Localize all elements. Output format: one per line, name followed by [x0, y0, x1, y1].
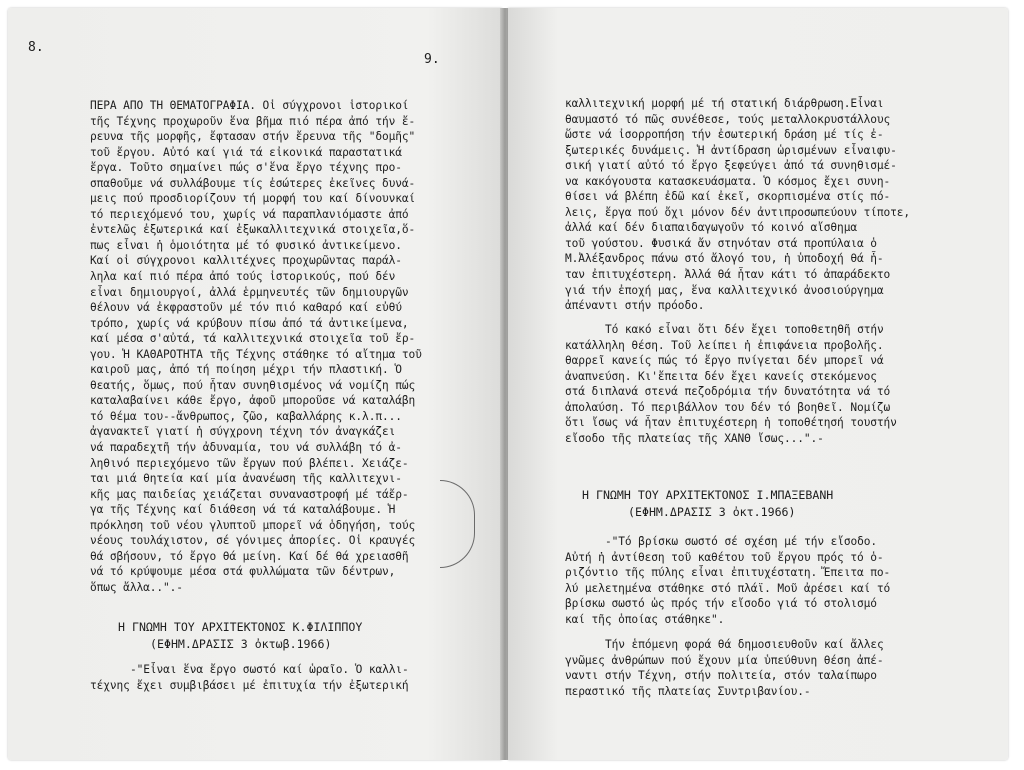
text-line: Καί οἱ σύγχρονοι καλλιτέχνες προχωρῶντας παράλ-: [90, 254, 402, 268]
text-line: ἀπέναντι στήν πρόοδο.: [565, 299, 705, 313]
text-line: θαρρεῖ κανείς πώς τό ἔργο πνίγεται δέν μπορεῖ νά: [565, 354, 884, 368]
text-line: -"Τό βρίσκω σωστό σέ σχέση μέ τήν εἴσοδο.: [605, 535, 878, 548]
text-line: καλλιτεχνική μορφή μέ τή στατική διάρθρωση.Εἶναι: [565, 97, 884, 110]
text-line: νά τό κρύψουμε μέσα στά φυλλώματα τῶν δέντρων,: [90, 565, 396, 579]
text-line: κατάλληλη θέση. Τοῦ λείπει ἡ ἐπιφάνεια προβολῆς.: [565, 338, 884, 352]
text-line: Αὐτή ἡ ἀντίθεση τοῦ καθέτου τοῦ ἔργου πρός τό ὁ-: [565, 550, 884, 564]
text-line: σπαθοῦμε νά συλλάβουμε τίς ἐσώτερες ἐκεῖνες δυνά-: [90, 176, 416, 190]
text-line: θίσει νά βλέπη ἐδῶ καί ἐκεῖ, σκορπισμένα στίς πό-: [565, 190, 891, 204]
right-body-text-1: [565, 96, 910, 314]
text-line: ἐντελῶς ἐξωτερικά καί ἐξωκαλλιτεχνικά στοιχεῖα,ὅ-: [90, 223, 416, 237]
text-line: ἀπολαύση. Τό περιβάλλον του δέν τό βοηθεῖ. Νομίζω: [565, 400, 891, 414]
text-line: να κακόγουστα κατασκευάσματα. Ὁ κόσμος ἔχει συνη-: [565, 174, 891, 188]
text-line: ὅτι ἴσως νά ἦταν ἐπιτυχέστερη ἡ τοποθέτησή τουστήν: [565, 416, 897, 430]
text-line: ΠΕΡΑ ΑΠΟ ΤΗ ΘΕΜΑΤΟΓΡΑΦΙΑ. Οἱ σύγχρονοι ἱστορικοί: [90, 99, 409, 112]
right-heading-source: (ΕΦΗΜ.ΔΡΑΣΙΣ 3 ὀκτ.1966): [628, 505, 796, 519]
right-body-text-4: [565, 637, 884, 699]
left-closing-text: [90, 662, 409, 693]
text-line: θέλουν νά ἐκφραστοῦν μέ τόν πιό καθαρό καί εὐθύ: [90, 301, 402, 315]
text-line: θαυμαστό τό πῶς συνέθεσε, τούς μεταλλοκρυστάλλους: [565, 112, 891, 126]
text-line: ξωτερικές δυνάμεις. Ἡ ἀντίδραση ὡρισμένων εἶναιφυ-: [565, 143, 897, 157]
text-line: -"Εἶναι ἕνα ἔργο σωστό καί ὡραῖο. Ὁ καλλι-: [130, 663, 409, 676]
text-line: θά σβήσουν, τό ἔργο θά μείνη. Καί δέ θά χρειασθῆ: [90, 549, 409, 563]
text-line: περαστικό τῆς πλατείας Συντριβανίου.-: [565, 684, 811, 698]
page-number-right: 9.: [424, 52, 440, 67]
text-line: πρόκληση τοῦ νέου γλυπτοῦ μπορεῖ νά ὁδηγήση, τούς: [90, 518, 416, 532]
text-line: τέχνης ἔχει συμβιβάσει μέ ἐπιτυχία τήν ἐξωτερική: [90, 678, 409, 692]
text-line: γα τῆς Τέχνης καί διάθεση νά τά καταλάβουμε. Ἡ: [90, 503, 396, 517]
text-line: ἔργα. Τοῦτο σημαίνει πώς σ'ἕνα ἔργο τέχνης προ-: [90, 161, 402, 175]
text-line: Μ.Ἀλέξανδρος πάνω στό ἄλογό του, ἡ ὑποδοχή θά ἦ-: [565, 252, 884, 266]
text-line: καταλαβαίνει κάθε ἔργο, ἀφοῦ μποροῦσε νά καταλάβη: [90, 394, 416, 408]
text-line: λύ μελετημένα στάθηκε στό πλάϊ. Μοῦ ἀρέσει καί τό: [565, 581, 891, 595]
text-line: εἶναι δημιουργοί, ἀλλά ἑρμηνευτές τῶν δημιουργῶν: [90, 285, 409, 299]
text-line: ρευνα τῆς μορφῆς, ἔφτασαν στήν ἔρευνα τῆς "δομῆς": [90, 130, 416, 144]
text-line: ἀναπνεύση. Κι'ἔπειτα δέν ἔχει κανείς στεκόμενος: [565, 369, 877, 383]
text-line: ληλα καί πιό πέρα ἀπό τούς ἱστορικούς, πού δέν: [90, 270, 396, 284]
text-line: σική γιατί αὐτό τό ἔργο ξεφεύγει ἀπό τά συνηθισμέ-: [565, 159, 897, 173]
text-line: τῆς Τέχνης προχωροῦν ἕνα βῆμα πιό πέρα ἀπό τήν ἔ-: [90, 114, 416, 128]
text-line: ἀγανακτεῖ γιατί ἡ σύγχρονη τέχνη τόν ἀναγκάζει: [90, 425, 396, 439]
text-line: ληθινό περιεχόμενο τῶν ἔργων πού βλέπει. Χειάζε-: [90, 456, 409, 470]
text-line: βρίσκω σωστό ὡς πρός τήν εἴσοδο γιά τό στολισμό: [565, 597, 877, 611]
text-line: κῆς μας παιδείας χειάζεται συναναστροφή μέ τάἔρ-: [90, 487, 409, 501]
text-line: γου. Ἡ ΚΑΘΑΡΟΤΗΤΑ τῆς Τέχνης στάθηκε τό αἴτημα τοῦ: [90, 347, 422, 361]
text-line: ται μιά θητεία καί μία ἀνανέωση τῆς καλλιτεχνι-: [90, 472, 402, 486]
text-line: τρόπο, χωρίς νά κρύβουν πίσω ἀπό τά ἀντικείμενα,: [90, 316, 409, 330]
text-line: γνῶμες ἀνθρώπων πού ἔχουν μία ὑπεύθυνη θέση ἀπέ-: [565, 653, 884, 667]
text-line: Τό κακό εἶναι ὅτι δέν ἔχει τοποθετηθῆ στήν: [605, 323, 884, 336]
text-line: νά παραδεχτῆ τήν ἀδυναμία, του νά συλλάβη τό ἀ-: [90, 441, 402, 455]
right-body-text-2: [565, 322, 897, 446]
text-line: τοῦ γούστου. Φυσικά ἄν στηνόταν στά προπύλαια ὁ: [565, 236, 877, 250]
text-line: ὅπως ἄλλα..".-: [90, 580, 183, 594]
text-line: εἴσοδο τῆς πλατείας τῆς ΧΑΝΘ ἴσως...".-: [565, 431, 824, 445]
text-line: ναντι στήν Τέχνη, στήν πολιτεία, στόν ταλαίπωρο: [565, 669, 877, 683]
text-line: ἀλλά καί δέν διαπαιδαγωγοῦν τό κοινό αἴσθημα: [565, 221, 857, 235]
text-line: μεις πού προσδιορίζουν τή μορφή του καί δίνουνκαί: [90, 192, 416, 206]
text-line: πως εἶναι ἡ ὁμοιότητα μέ τό φυσικό ἀντικείμενο.: [90, 238, 402, 252]
right-heading-title: Η ΓΝΩΜΗ ΤΟΥ ΑΡΧΙΤΕΚΤΟΝΟΣ Ι.ΜΠΑΞΕΒΑΝΗ: [582, 488, 834, 502]
right-body-text-3: [565, 534, 890, 627]
left-body-text: [90, 98, 422, 596]
text-line: λεις, ἔργα πού ὄχι μόνον δέν ἀντιπροσωπεύουν τίποτε,: [565, 205, 911, 219]
text-line: καί μέσα σ'αὐτά, τά καλλιτεχνικά στοιχεῖα τοῦ ἔρ-: [90, 332, 416, 346]
text-line: στά διπλανά στενά πεζοδρόμια τήν δυνατότητα νά τό: [565, 385, 891, 399]
text-line: τοῦ ἔργου. Αὐτό καί γιά τά εἰκονικά παραστατικά: [90, 145, 402, 159]
text-line: θεατής, ὅμως, πού ἦταν συνηθισμένος νά νομίζη πώς: [90, 378, 416, 392]
text-line: τό περιεχόμενό του, χωρίς νά παραπλανιόμαστε ἀπό: [90, 207, 409, 221]
left-heading-title: Η ΓΝΩΜΗ ΤΟΥ ΑΡΧΙΤΕΚΤΟΝΟΣ Κ.ΦΙΛΙΠΠΟΥ: [118, 620, 363, 634]
text-line: γιά τήν ἐποχή μας, ἕνα καλλιτεχνικό ἀνοσιούργημα: [565, 283, 884, 297]
text-line: τό θέμα του--ἄνθρωπος, ζῶο, καβαλλάρης κ.λ.π...: [90, 409, 402, 423]
page-number-left: 8.: [28, 40, 44, 55]
text-line: καιροῦ μας, ἀπό τή ποίηση μέχρι τήν πλαστική. Ὁ: [90, 363, 402, 377]
text-line: καί τῆς ὁποίας στάθηκε".: [565, 612, 725, 626]
text-line: ταν ἐπιτυχέστερη. Ἀλλά θά ἦταν κάτι τό ἀπαράδεκτο: [565, 268, 891, 282]
text-line: ὥστε νά ἰσορροπήση τήν ἐσωτερική δράση μέ τίς ἐ-: [565, 128, 884, 142]
text-line: νέους τουλάχιστον, σέ γόνιμες ἀπορίες. Οἱ κραυγές: [90, 534, 416, 548]
text-line: ριζόντιο τῆς πύλης εἶναι ἐπιτυχέστατη. Ἔπειτα πο-: [565, 566, 891, 580]
left-heading-source: (ΕΦΗΜ.ΔΡΑΣΙΣ 3 ὀκτωβ.1966): [150, 637, 332, 651]
text-line: Τήν ἑπόμενη φορά θά δημοσιευθοῦν καί ἄλλες: [605, 638, 884, 651]
